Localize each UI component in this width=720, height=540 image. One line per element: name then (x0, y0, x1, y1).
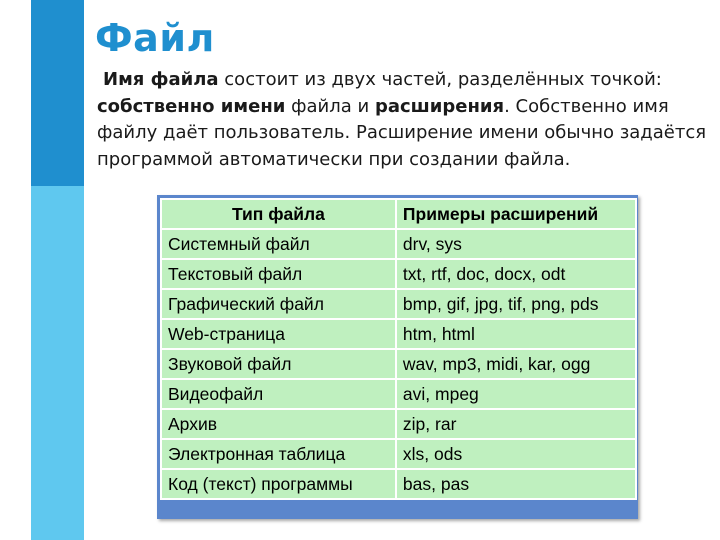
table-row (161, 379, 636, 409)
cell-file-type: Электронная таблица (161, 439, 396, 469)
cell-extensions: xls, ods (396, 439, 636, 469)
extensions-table-frame (157, 195, 638, 519)
table-row (161, 289, 636, 319)
cell-extensions: zip, rar (396, 409, 636, 439)
cell-extensions: htm, html (396, 319, 636, 349)
intro-text-1: состоит из двух частей, разделённых точкой: (218, 69, 662, 90)
cell-extensions: drv, sys (396, 229, 636, 259)
cell-extensions: bas, pas (396, 469, 636, 499)
table-row (161, 319, 636, 349)
slide-title: Файл (95, 16, 215, 60)
extensions-table (160, 198, 637, 500)
cell-extensions: wav, mp3, midi, kar, ogg (396, 349, 636, 379)
table-row (161, 409, 636, 439)
intro-text-3: . Собственно имя файлу даёт пользователь. Расширение имени обычно задаётся программой автоматически при создании файла. (97, 95, 707, 170)
header-file-type: Тип файла (161, 199, 396, 229)
table-row (161, 229, 636, 259)
intro-text-2: файла и (285, 95, 375, 117)
cell-extensions: bmp, gif, jpg, tif, png, pds (396, 289, 636, 319)
cell-file-type: Звуковой файл (161, 349, 396, 379)
left-accent-bar-dark (31, 0, 84, 186)
intro-bold-filename: Имя файла (103, 69, 219, 90)
cell-extensions: avi, mpeg (396, 379, 636, 409)
cell-file-type: Архив (161, 409, 396, 439)
table-row (161, 469, 636, 499)
header-extension-examples: Примеры расширений (396, 199, 636, 229)
table-row (161, 349, 636, 379)
intro-bold-proper-name: собственно имени (97, 95, 286, 117)
table-row (161, 439, 636, 469)
cell-file-type: Системный файл (161, 229, 396, 259)
cell-file-type: Текстовый файл (161, 259, 396, 289)
table-header-row (161, 199, 636, 229)
cell-file-type: Код (текст) программы (161, 469, 396, 499)
table-row (161, 259, 636, 289)
cell-file-type: Видеофайл (161, 379, 396, 409)
cell-file-type: Графический файл (161, 289, 396, 319)
intro-bold-extension: расширения (374, 95, 505, 117)
cell-extensions: txt, rtf, doc, docx, odt (396, 259, 636, 289)
cell-file-type: Web-страница (161, 319, 396, 349)
left-accent-bar-light (31, 186, 84, 540)
intro-paragraph (97, 67, 707, 173)
